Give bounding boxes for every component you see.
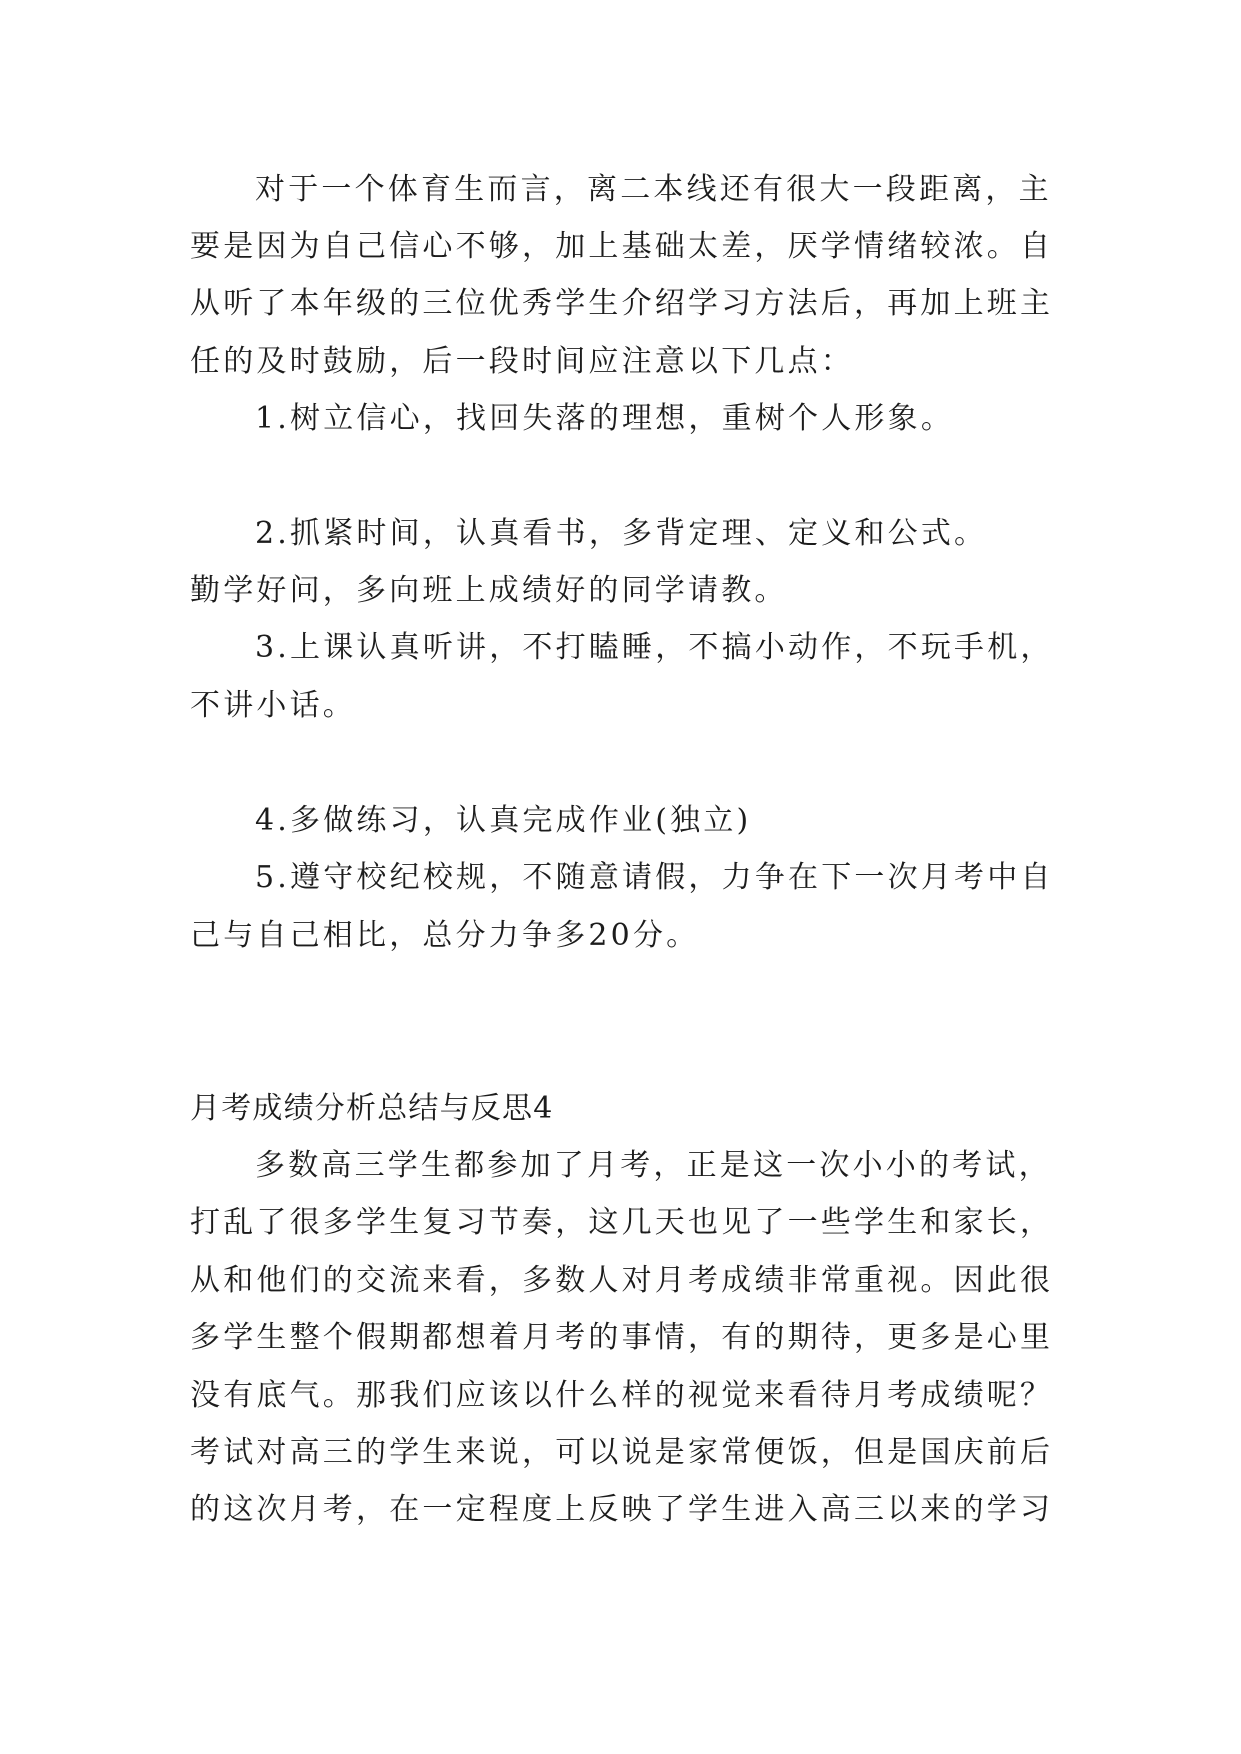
paragraph-line: 多学生整个假期都想着月考的事情，有的期待，更多是心里: [190, 1320, 1054, 1355]
paragraph-line: 要是因为自己信心不够，加上基础太差，厌学情绪较浓。自: [190, 229, 1054, 264]
list-item-3-continuation: 不讲小话。: [190, 688, 356, 723]
list-item-2: 2.抓紧时间，认真看书，多背定理、定义和公式。: [255, 516, 988, 551]
paragraph-line: 从听了本年级的三位优秀学生介绍学习方法后，再加上班主: [190, 286, 1054, 321]
list-item-4: 4.多做练习，认真完成作业(独立): [255, 803, 752, 838]
paragraph-line: 没有底气。那我们应该以什么样的视觉来看待月考成绩呢？: [190, 1378, 1054, 1413]
paragraph-line: 任的及时鼓励，后一段时间应注意以下几点：: [190, 344, 854, 379]
paragraph-line: 打乱了很多学生复习节奏，这几天也见了一些学生和家长，: [190, 1205, 1054, 1240]
list-item-2-continuation: 勤学好问，多向班上成绩好的同学请教。: [190, 573, 788, 608]
list-item-3: 3.上课认真听讲，不打瞌睡，不搞小动作，不玩手机，: [255, 630, 1054, 665]
paragraph-line: 从和他们的交流来看，多数人对月考成绩非常重视。因此很: [190, 1263, 1054, 1298]
list-item-1: 1.树立信心，找回失落的理想，重树个人形象。: [255, 401, 955, 436]
paragraph-line: 的这次月考，在一定程度上反映了学生进入高三以来的学习: [190, 1492, 1054, 1527]
list-item-5-continuation: 己与自己相比，总分力争多20分。: [190, 918, 700, 953]
list-item-5: 5.遵守校纪校规，不随意请假，力争在下一次月考中自: [255, 860, 1054, 895]
paragraph-line: 考试对高三的学生来说，可以说是家常便饭，但是国庆前后: [190, 1435, 1054, 1470]
section-title: 月考成绩分析总结与反思4: [190, 1091, 554, 1126]
paragraph-line: 多数高三学生都参加了月考，正是这一次小小的考试，: [255, 1148, 1052, 1183]
paragraph-line: 对于一个体育生而言，离二本线还有很大一段距离，主: [255, 172, 1052, 207]
